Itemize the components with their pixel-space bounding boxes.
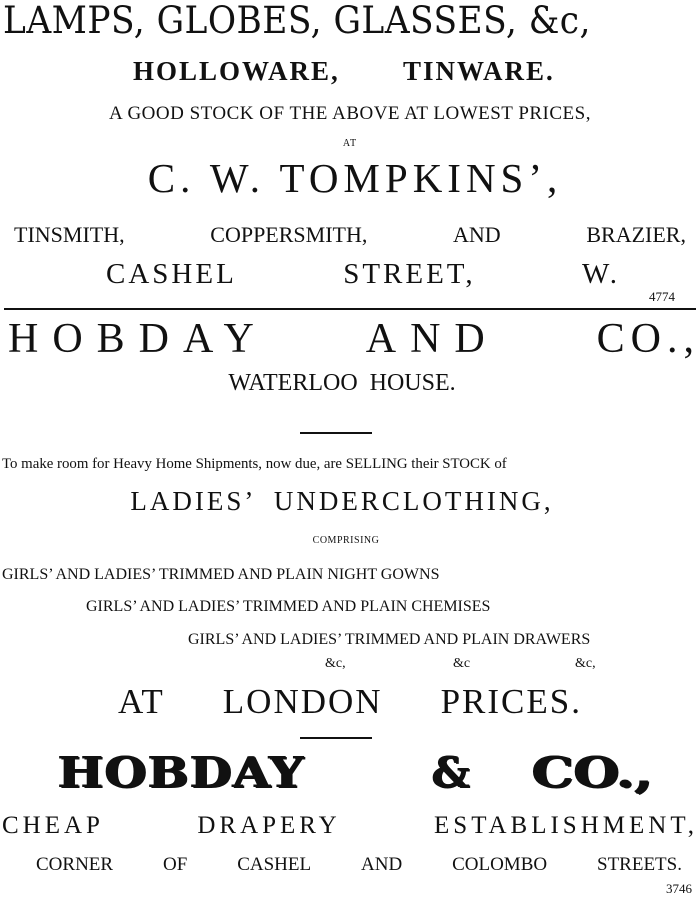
ad2-etc-3: &c,	[575, 656, 596, 671]
ad1-subhead-holloware: HOLLOWARE,	[133, 56, 340, 86]
ad1-trade-tinsmith: TINSMITH,	[14, 222, 125, 247]
ad2-firm-name	[0, 318, 700, 360]
ad1-subhead-tinware: TINWARE.	[403, 56, 555, 86]
ad2-corner-cashel: CASHEL	[237, 854, 312, 875]
ad1-address	[0, 260, 700, 289]
ad1-at: AT	[342, 138, 358, 149]
ad1-trades	[0, 224, 700, 246]
ad2-number: 3746	[666, 881, 692, 896]
ad2-comprising: COMPRISING	[312, 535, 380, 546]
ad1-stock-line: A GOOD STOCK OF THE ABOVE AT LOWEST PRICES,	[109, 103, 591, 124]
ad2-intro: To make room for Heavy Home Shipments, now due, are SELLING their STOCK of	[2, 456, 507, 472]
ad2-logo-co: CO.,	[532, 748, 653, 797]
ad1-trade-brazier: BRAZIER,	[586, 222, 686, 247]
ad-divider	[4, 308, 696, 310]
ad2-corner-colombo: COLOMBO	[452, 854, 548, 875]
ad2-corner-word: CORNER	[36, 854, 114, 875]
ad2-tagline	[0, 813, 700, 838]
ad2-logo-hobday: HOBDAY	[58, 748, 305, 797]
ad2-etc-1: &c,	[325, 656, 346, 671]
ad2-item-drawers: GIRLS’ AND LADIES’ TRIMMED AND PLAIN DRAWERS	[188, 631, 591, 648]
ad2-tagline-establishment: ESTABLISHMENT,	[434, 812, 698, 839]
ad2-prices-at: AT	[118, 682, 165, 721]
ad1-number: 4774	[649, 289, 675, 304]
ad2-prices-prices: PRICES.	[440, 682, 582, 721]
ad2-house: WATERLOO HOUSE.	[228, 370, 456, 396]
ad2-firm-hobday: HOBDAY	[8, 316, 268, 362]
ad2-tagline-cheap: CHEAP	[2, 812, 104, 839]
ad2-logo-ampersand: &	[432, 748, 470, 797]
ad2-item-nightgowns: GIRLS’ AND LADIES’ TRIMMED AND PLAIN NIGHT GOWNS	[2, 566, 440, 583]
ad1-address-w: W.	[582, 258, 620, 290]
ad1-trade-coppersmith: COPPERSMITH,	[210, 222, 368, 247]
ad1-firm: C. W. TOMPKINS’,	[147, 155, 563, 201]
ad2-short-rule-1	[300, 432, 372, 434]
ad2-tagline-drapery: DRAPERY	[197, 812, 341, 839]
ad2-short-rule-2	[300, 737, 372, 739]
ad1-address-street: STREET,	[343, 258, 476, 290]
ad1-address-cashel: CASHEL	[106, 258, 237, 290]
ad2-item-chemises: GIRLS’ AND LADIES’ TRIMMED AND PLAIN CHEMISES	[86, 598, 491, 615]
ad2-prices-london: LONDON	[222, 682, 383, 721]
ad1-headline: LAMPS, GLOBES, GLASSES, &c,	[3, 0, 591, 42]
ad2-corner	[0, 855, 700, 874]
ad2-corner-and: AND	[361, 854, 403, 875]
ad2-prices	[0, 684, 700, 719]
ad2-firm-and: AND	[365, 316, 499, 362]
ad2-heading: LADIES’ UNDERCLOTHING,	[130, 486, 554, 516]
ad2-corner-of: OF	[162, 854, 188, 875]
ad1-trade-and: AND	[453, 222, 501, 247]
ad2-firm-co: CO.,	[596, 316, 700, 362]
ad2-corner-streets: STREETS.	[597, 854, 682, 875]
ad2-etc-2: &c	[453, 656, 471, 671]
